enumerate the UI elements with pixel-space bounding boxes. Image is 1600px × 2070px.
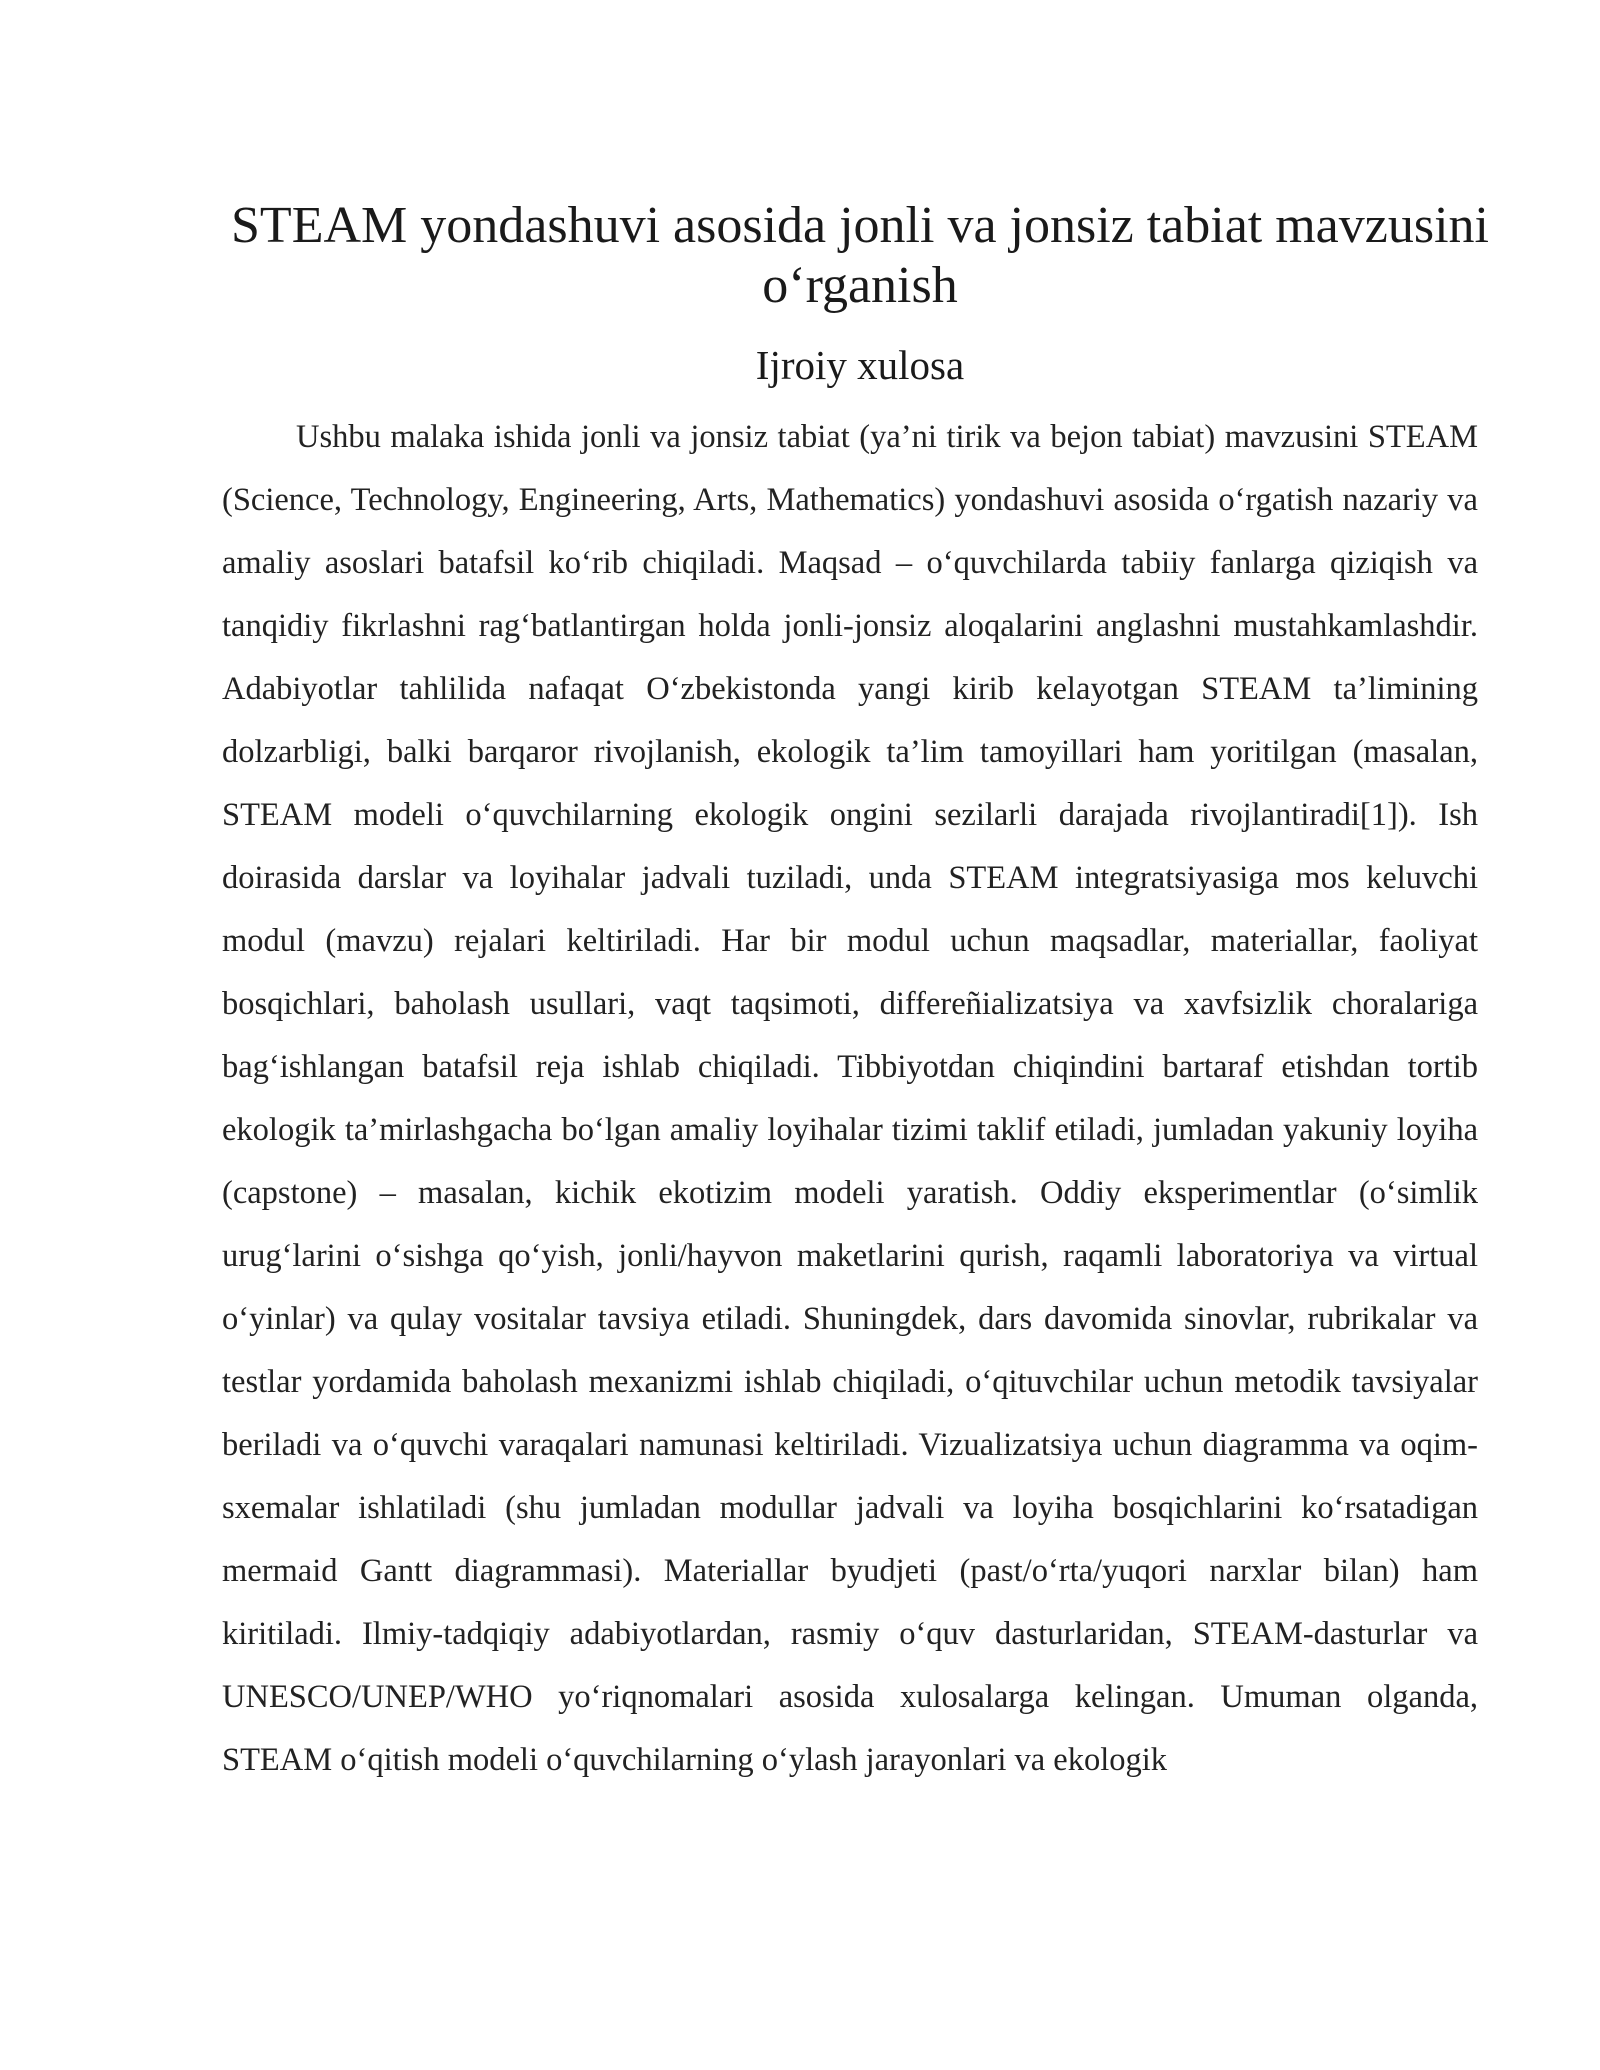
- section-heading: Ijroiy xulosa: [755, 342, 965, 388]
- body-paragraph: Ushbu malaka ishida jonli va jonsiz tabiat (ya’ni tirik va bejon tabiat) mavzusini STEAM (Science, Technology, Engineering, Arts, Mathematics) yondashuvi asosida o‘rgatish nazariy va amaliy asoslari batafsil ko‘rib chiqiladi. Maqsad – o‘quvchilarda tabiiy fanlarga qiziqish va tanqidiy fikrlashni rag‘batlantirgan holda jonli-jonsiz aloqalarini anglashni mustahkamlashdir. Adabiyotlar tahlilida nafaqat O‘zbekistonda yangi kirib kelayotgan STEAM ta’limining dolzarbligi, balki barqaror rivojlanish, ekologik ta’lim tamoyillari ham yoritilgan (masalan, STEAM modeli o‘quvchilarning ekologik ongini sezilarli darajada rivojlantiradi[1]). Ish doirasida darslar va loyihalar jadvali tuziladi, unda STEAM integratsiyasiga mos keluvchi modul (mavzu) rejalari keltiriladi. Har bir modul uchun maqsadlar, materiallar, faoliyat bosqichlari, baholash usullari, vaqt taqsimoti, differeñializatsiya va xavfsizlik choralariga bag‘ishlangan batafsil reja ishlab chiqiladi. Tibbiyotdan chiqindini bartaraf etishdan tortib ekologik ta’mirlashgacha bo‘lgan amaliy loyihalar tizimi taklif etiladi, jumladan yakuniy loyiha (capstone) – masalan, kichik ekotizim modeli yaratish. Oddiy eksperimentlar (o‘simlik urug‘larini o‘sishga qo‘yish, jonli/hayvon maketlarini qurish, raqamli laboratoriya va virtual o‘yinlar) va qulay vositalar tavsiya etiladi. Shuningdek, dars davomida sinovlar, rubrikalar va testlar yordamida baholash mexanizmi ishlab chiqiladi, o‘qituvchilar uchun metodik tavsiyalar beriladi va o‘quvchi varaqalari namunasi keltiriladi. Vizualizatsiya uchun diagramma va oqim-sxemalar ishlatiladi (shu jumladan modullar jadvali va loyiha bosqichlarini ko‘rsatadigan mermaid Gantt diagrammasi). Materiallar byudjeti (past/o‘rta/yuqori narxlar bilan) ham kiritiladi. Ilmiy-tadqiqiy adabiyotlardan, rasmiy o‘quv dasturlaridan, STEAM-dasturlar va UNESCO/UNEP/WHO yo‘riqnomalari asosida xulosalarga kelingan. Umuman olganda, STEAM o‘qitish modeli o‘quvchilarning o‘ylash jarayonlari va ekologik: [222, 419, 1478, 1778]
- document-title: STEAM yondashuvi asosida jonli va jonsiz tabiat mavzusini o‘rganish: [231, 197, 1489, 314]
